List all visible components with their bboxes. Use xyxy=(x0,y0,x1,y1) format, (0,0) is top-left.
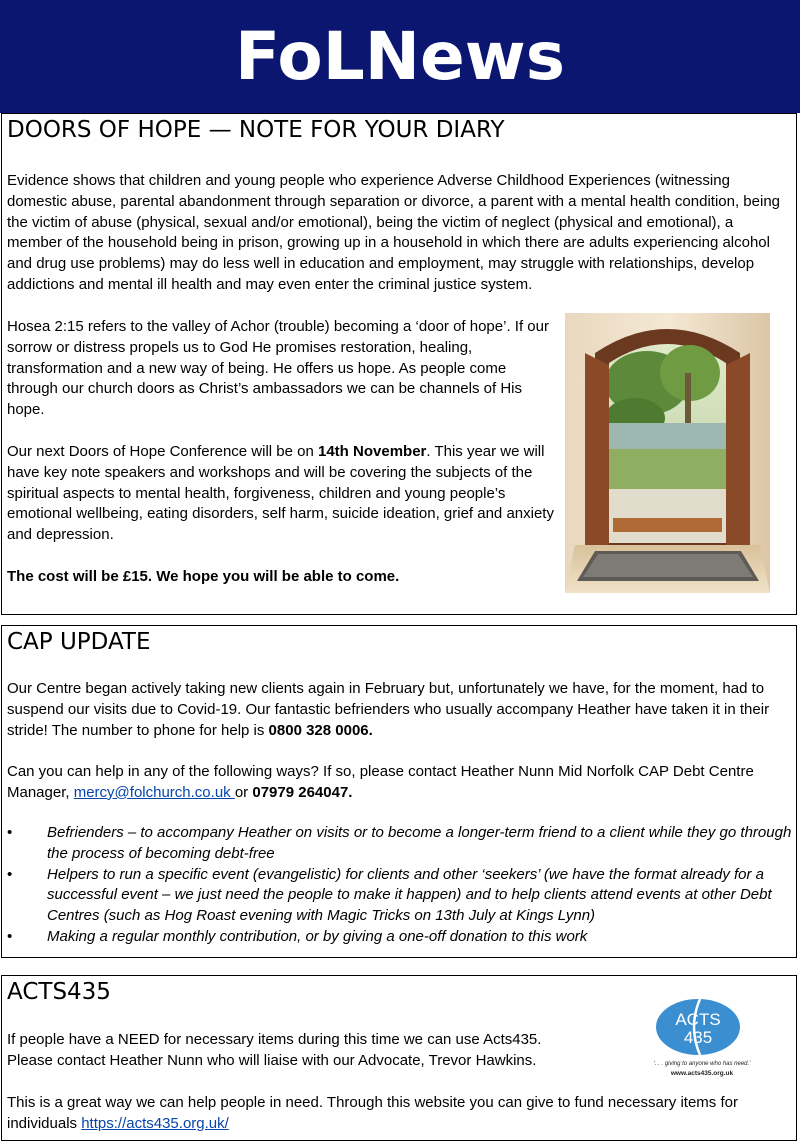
masthead xyxy=(0,0,800,113)
logo-tagline: ‘. . . giving to anyone who has need.’ xyxy=(653,1061,751,1067)
list-item: • Helpers to run a specific event (evangelistic) for clients and other ‘seekers’ (we have the format already for a successful event – we just need the people to make it happen) and to help clients attend events at other Debt Centres (such as Hog Roast evening with Magic Tricks on 13th July at Kings Lynn) xyxy=(7,865,772,925)
email-link[interactable]: mercy@folchurch.co.uk xyxy=(73,783,235,801)
doors-paragraph-3: Our next Doors of Hope Conference will be on 14th November. This year we will have key note speakers and workshops and will be covering the subjects of the spiritual aspects to mental health, forgiveness, children and young people’s emotional wellbeing, eating disorders, self harm, suicide ideation, grief and anxiety and depression. xyxy=(7,443,554,544)
acts-paragraph-1-line-2: Please contact Heather Nunn who will liaise with our Advocate, Trevor Hawkins. xyxy=(7,1052,537,1069)
help-phone-number: 0800 328 0006. xyxy=(268,721,373,739)
conference-date: 14th November xyxy=(318,443,427,460)
logo-line-2: 435 xyxy=(683,1028,713,1047)
cap-heading: CAP UPDATE xyxy=(7,629,151,655)
logo-site: www.acts435.org.uk xyxy=(670,1070,734,1077)
doors-paragraph-2: Hosea 2:15 refers to the valley of Achor (trouble) becoming a ‘door of hope’. If our sorrow or distress propels us to God He promises restoration, healing, transformation and a new way of being. He offers us hope. As people come through our church doors as Christ’s ambassadors we can be channels of His hope. xyxy=(7,318,549,419)
acts435-logo xyxy=(640,995,764,1081)
cap-update-section xyxy=(1,625,797,958)
cap-paragraph-1: Our Centre began actively taking new clients again in February but, unfortunately we have, for the moment, had to suspend our visits due to Covid-19. Our fantastic befrienders who usually accompany Heather have taken it in their stride! The number to phone for help is 0800 328 0006. xyxy=(7,680,770,739)
logo-line-1: ACTS xyxy=(675,1010,721,1029)
masthead-title: FoLNews xyxy=(234,18,566,95)
cap-help-list xyxy=(7,823,797,948)
doors-paragraph-1: Evidence shows that children and young people who experience Adverse Childhood Experiences (witnessing domestic abuse, parental abandonment through separation or divorce, a parent with a mental health condition, being the victim of abuse (physical, sexual and/or emotional), being the victim of neglect (physical and emotional), a member of the household being in prison, growing up in a household in which there are adults experiencing alcohol and drug use problems) may do less well in education and employment, may struggle with relationships, develop addictions and mental ill health and may even enter the criminal justice system. xyxy=(7,172,780,293)
doors-cost: The cost will be £15. We hope you will be able to come. xyxy=(7,568,400,585)
acts-paragraph-2: This is a great way we can help people in need. Through this website you can give to fund necessary items for individuals https://acts435.org.uk/ xyxy=(7,1094,738,1132)
list-item: • Befrienders – to accompany Heather on visits or to become a longer-term friend to a client while they go through the process of becoming debt-free xyxy=(7,824,792,862)
list-item: • Making a regular monthly contribution, or by giving a one-off donation to this work xyxy=(7,927,588,945)
acts435-logo-emblem xyxy=(640,995,764,1081)
acts-heading: ACTS435 xyxy=(7,979,111,1005)
acts-paragraph-1-line-1: If people have a NEED for necessary items during this time we can use Acts435. xyxy=(7,1031,542,1048)
mobile-number: 07979 264047. xyxy=(252,783,353,801)
acts435-website-link[interactable]: https://acts435.org.uk/ xyxy=(81,1114,229,1132)
acts435-section xyxy=(1,975,797,1141)
doors-heading: DOORS OF HOPE — NOTE FOR YOUR DIARY xyxy=(7,117,505,143)
doors-of-hope-section xyxy=(1,113,797,615)
cap-paragraph-2: Can you can help in any of the following ways? If so, please contact Heather Nunn Mid Norfolk CAP Debt Centre Manager, mercy@folchurch.co.uk or 07979 264047. xyxy=(7,763,754,801)
open-door-image xyxy=(565,313,770,593)
